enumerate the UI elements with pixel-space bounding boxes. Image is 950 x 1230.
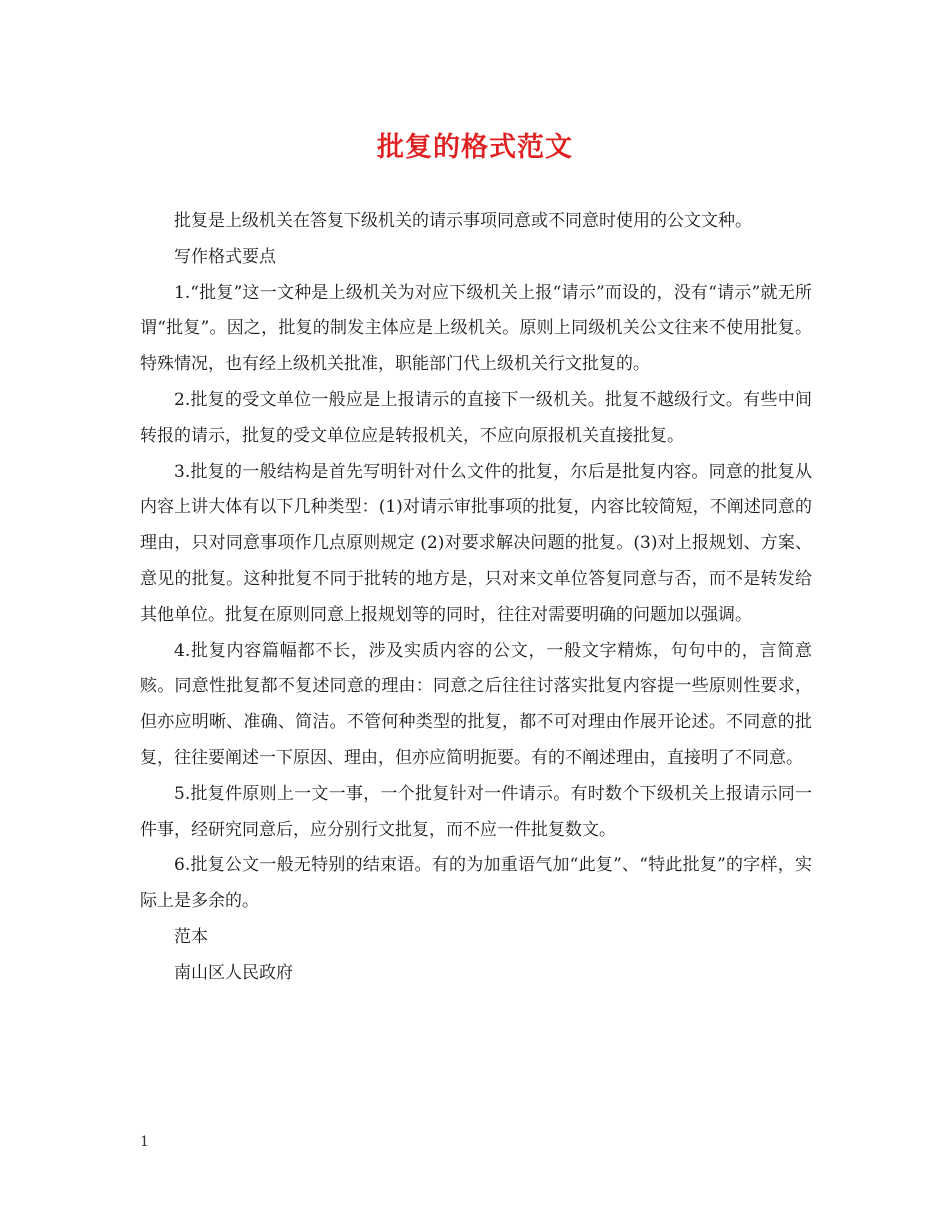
paragraph-point-4: 4.批复内容篇幅都不长，涉及实质内容的公文，一般文字精炼，句句中的，言简意赅。同意性批复都不复述同意的理由：同意之后往往讨落实批复内容提一些原则性要求，但亦应明晰、准确、简洁。不管何种类型的批复，都不可对理由作展开论述。不同意的批复，往往要阐述一下原因、理由，但亦应简明扼要。有的不阐述理由，直接明了不同意。 bbox=[140, 640, 812, 768]
document-title: 批复的格式范文 bbox=[377, 132, 573, 163]
paragraph-issuer: 南山区人民政府 bbox=[174, 962, 293, 983]
paragraph-heading-format-points: 写作格式要点 bbox=[174, 246, 276, 267]
page-number: 1 bbox=[140, 1134, 149, 1150]
paragraph-sample-label: 范本 bbox=[174, 926, 208, 947]
paragraph-point-2: 2.批复的受文单位一般应是上报请示的直接下一级机关。批复不越级行文。有些中间转报的请示，批复的受文单位应是转报机关，不应向原报机关直接批复。 bbox=[140, 389, 812, 446]
document-body bbox=[140, 204, 812, 992]
paragraph-intro: 批复是上级机关在答复下级机关的请示事项同意或不同意时使用的公文文种。 bbox=[174, 211, 752, 231]
paragraph-point-1: 1.“批复”这一文种是上级机关为对应下级机关上报“请示”而设的，没有“请示”就无所谓“批复”。因之，批复的制发主体应是上级机关。原则上同级机关公文往来不使用批复。特殊情况，也有经上级机关批准，职能部门代上级机关行文批复的。 bbox=[140, 282, 812, 375]
paragraph-point-3: 3.批复的一般结构是首先写明针对什么文件的批复，尔后是批复内容。同意的批复从内容上讲大体有以下几种类型：(1)对请示审批事项的批复，内容比较简短，不阐述同意的理由，只对同意事项作几点原则规定 (2)对要求解决问题的批复。(3)对上报规划、方案、意见的批复。这种批复不同于批转的地方是，只对来文单位答复同意与否，而不是转发给其他单位。批复在原则同意上报规划等的同时，往往对需要明确的问题加以强调。 bbox=[140, 461, 812, 625]
paragraph-point-5: 5.批复件原则上一文一事，一个批复针对一件请示。有时数个下级机关上报请示同一件事，经研究同意后，应分别行文批复，而不应一件批复数文。 bbox=[140, 783, 812, 840]
paragraph-point-6: 6.批复公文一般无特别的结束语。有的为加重语气加“此复”、“特此批复”的字样，实际上是多余的。 bbox=[140, 855, 812, 912]
